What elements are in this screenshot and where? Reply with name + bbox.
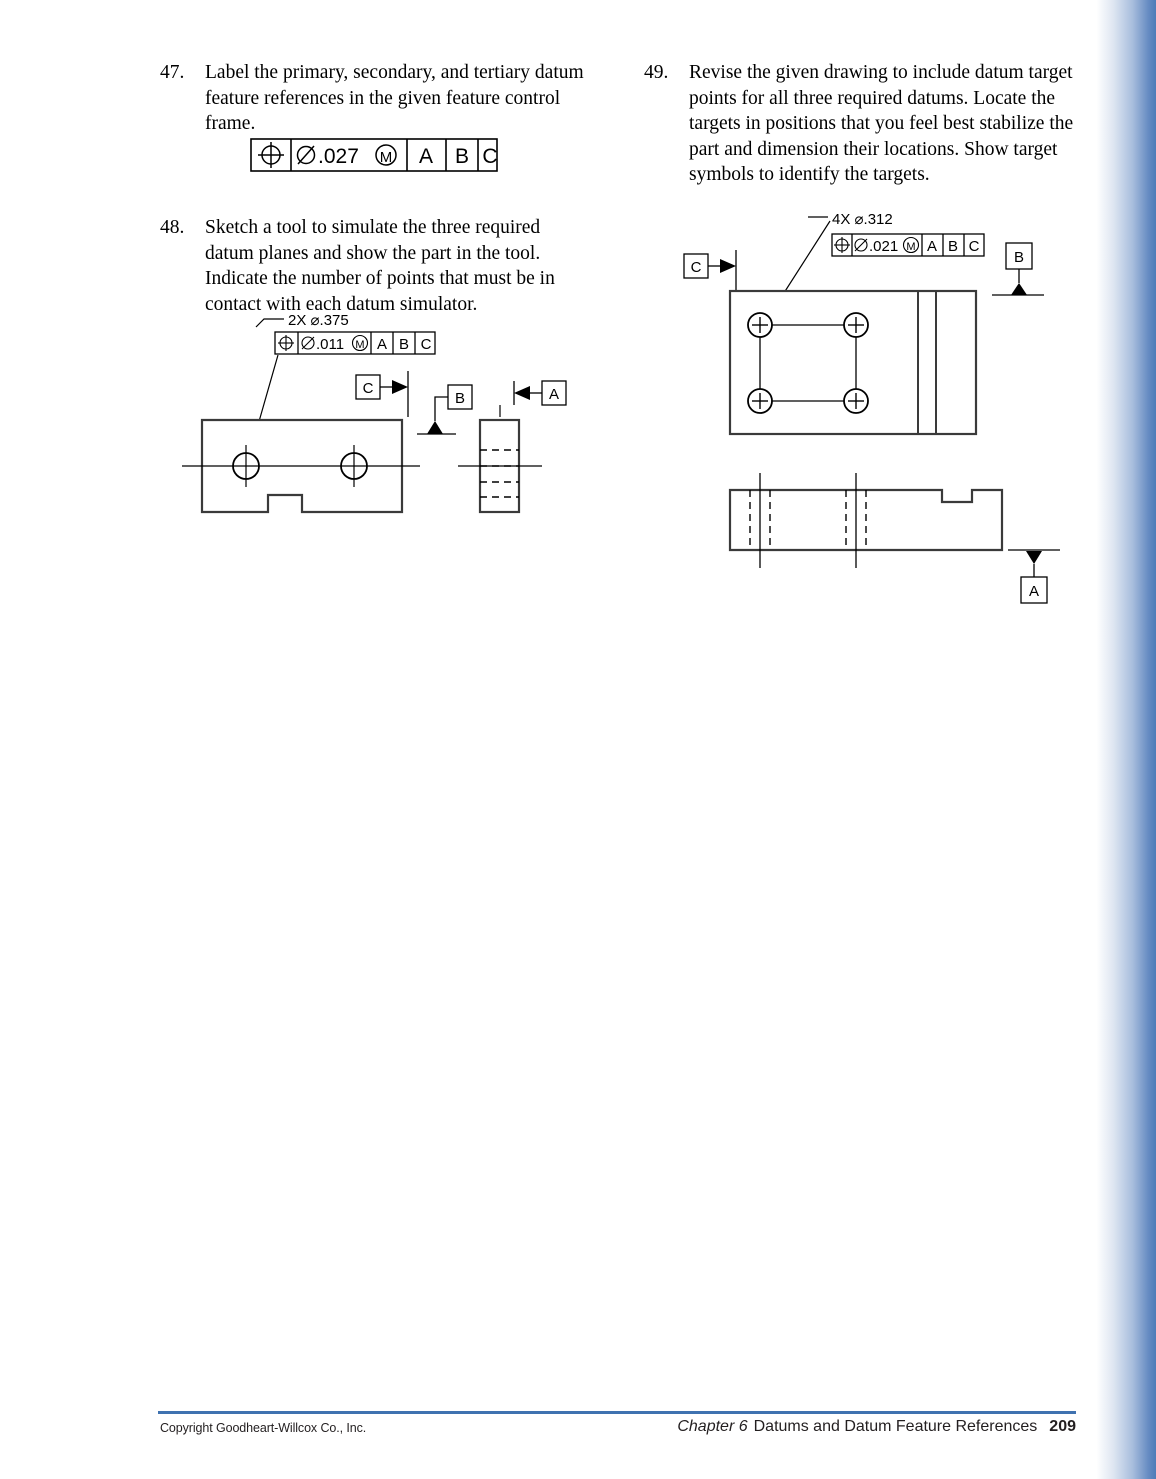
figure-48-datum-c: C: [420, 336, 432, 353]
page-edge-gradient-bar: [1094, 0, 1156, 1479]
figure-48-datum-a: A: [376, 336, 388, 353]
figure-49-datum-symbol-a: [1008, 550, 1060, 603]
left-column: [160, 60, 590, 137]
figure-49-hole-note: 4X ⌀.312: [832, 211, 893, 228]
figure-49-datum-b-label: B: [1013, 249, 1025, 266]
figure-49-drawing: [670, 205, 1090, 605]
figure-48-datum-b: B: [398, 336, 410, 353]
figure-47-datum-a: A: [418, 145, 434, 168]
footer-chapter-info: [677, 1418, 1076, 1436]
figure-48-datum-symbol-a: [514, 381, 566, 405]
question-49: [644, 60, 1074, 188]
figure-47-tolerance-value: .027: [318, 145, 359, 168]
figure-48-feature-control-frame: [275, 332, 435, 354]
svg-text:M: M: [355, 339, 365, 351]
mmc-modifier-symbol: [353, 336, 368, 352]
question-48-text: Sketch a tool to simulate the three required datum planes and show the part in the tool. Indicate the number of points that must be in contact with each datum simulator.: [205, 217, 555, 315]
figure-48-side-view: [458, 405, 542, 512]
figure-48-datum-symbol-b: [417, 385, 472, 434]
figure-49-datum-b: B: [947, 238, 959, 255]
diameter-symbol: [298, 146, 315, 164]
svg-text:M: M: [906, 241, 916, 253]
footer-page-number: 209: [1049, 1418, 1076, 1435]
diameter-symbol: [855, 239, 867, 251]
figure-49-datum-symbol-b: [992, 243, 1044, 295]
question-48: [160, 215, 590, 317]
figure-49-datum-c: C: [968, 238, 980, 255]
figure-49-bottom-view: [730, 473, 1002, 568]
figure-48-datum-symbol-c: [356, 371, 408, 417]
left-column-lower: [160, 215, 590, 317]
figure-48-datum-c-label: C: [362, 380, 374, 397]
figure-48-front-view: [182, 420, 420, 512]
figure-49-datum-c-label: C: [690, 259, 702, 276]
position-symbol: [278, 335, 294, 351]
figure-49-datum-symbol-c: [684, 250, 736, 297]
question-48-number: 48.: [160, 217, 185, 238]
right-column: [644, 60, 1074, 188]
figure-48-datum-a-label: A: [548, 386, 560, 403]
question-47-text: Label the primary, secondary, and tertiary datum feature references in the given feature control frame.: [205, 62, 584, 134]
figure-47-feature-control-frame: [250, 138, 510, 178]
svg-text:M: M: [379, 149, 393, 166]
position-symbol: [834, 237, 850, 253]
figure-49-feature-control-frame: [832, 234, 984, 256]
footer-chapter-title: Datums and Datum Feature References: [753, 1418, 1038, 1435]
diameter-symbol: [302, 337, 314, 349]
footer-copyright: Copyright Goodheart-Willcox Co., Inc.: [160, 1421, 367, 1435]
figure-48-drawing: [180, 305, 590, 535]
figure-47-datum-b: B: [454, 145, 470, 168]
figure-48-datum-b-label: B: [454, 390, 466, 407]
question-47-number: 47.: [160, 62, 185, 83]
figure-49-tolerance-value: .021: [869, 238, 899, 255]
mmc-modifier-symbol: [904, 238, 919, 254]
figure-48-tolerance-value: .011: [316, 336, 345, 353]
question-47: [160, 60, 590, 137]
position-symbol: [258, 142, 284, 168]
figure-48-hole-note: 2X ⌀.375: [288, 312, 349, 329]
figure-47-datum-c: C: [482, 145, 498, 168]
figure-49-datum-a: A: [926, 238, 938, 255]
figure-49-front-view: [730, 291, 976, 434]
question-49-number: 49.: [644, 62, 669, 83]
question-49-text: Revise the given drawing to include datum target points for all three required datums. Locate the targets in positions that you feel best stabilize the part and dimension their locations. Show target symbols to identify the targets.: [689, 62, 1074, 185]
figure-48-note-leader: [256, 319, 284, 327]
footer-rule: [158, 1411, 1076, 1414]
footer-chapter-number: Chapter 6: [677, 1418, 748, 1435]
figure-49-datum-a-label: A: [1028, 583, 1040, 600]
mmc-modifier-symbol: [376, 145, 396, 166]
